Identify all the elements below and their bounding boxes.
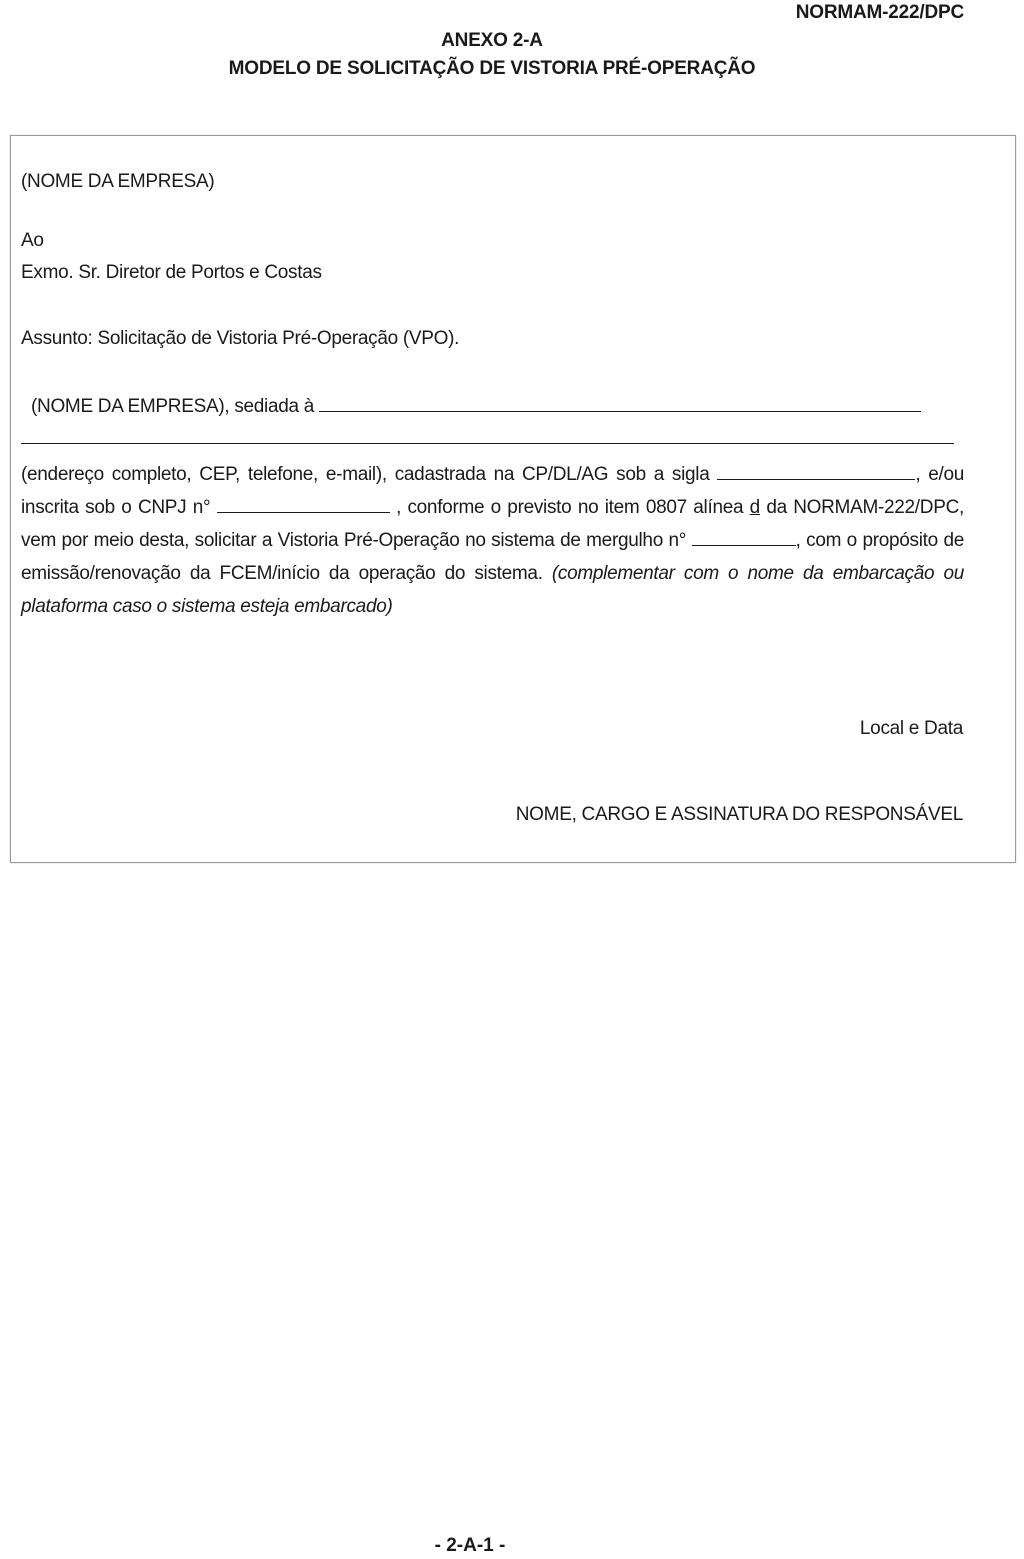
address-blank-1 xyxy=(319,394,921,412)
intro-text: (NOME DA EMPRESA), sediada à xyxy=(31,396,315,417)
sigla-blank xyxy=(717,462,915,480)
body-italic-note: (complementar com o nome da embarcação ou plataforma caso o sistema esteja embarcado) xyxy=(21,563,964,617)
address-blank-2-fill xyxy=(21,426,954,444)
body-text-3: , conforme o previsto no item 0807 alínea xyxy=(396,497,744,518)
address-blank-2 xyxy=(21,426,954,450)
annex-number: ANEXO 2-A xyxy=(441,30,543,51)
body-text-4: da NORMAM-222/DPC, vem por meio desta, solicitar a Vistoria Pré-Operação no sistema de mergulho n° xyxy=(21,497,964,551)
cnpj-blank xyxy=(217,495,390,513)
place-date: Local e Data xyxy=(859,718,963,739)
signature-line: NOME, CARGO E ASSINATURA DO RESPONSÁVEL xyxy=(515,804,963,825)
annex-title: MODELO DE SOLICITAÇÃO DE VISTORIA PRÉ-OPERAÇÃO xyxy=(228,58,756,79)
body-text-2: , e/ou inscrita sob o CNPJ n° xyxy=(21,464,964,518)
body-letter-d: d xyxy=(749,497,760,518)
system-number-blank xyxy=(692,528,796,546)
to-line: Ao xyxy=(21,230,44,251)
company-line: (NOME DA EMPRESA) xyxy=(21,171,215,192)
body-text-5: , com o propósito de emissão/renovação da FCEM/início da operação do sistema. xyxy=(21,530,964,584)
intro-line xyxy=(31,394,921,418)
body-paragraph xyxy=(21,458,964,623)
doc-code: NORMAM-222/DPC xyxy=(795,2,964,23)
addressee: Exmo. Sr. Diretor de Portos e Costas xyxy=(21,262,322,283)
page-number: - 2-A-1 - xyxy=(434,1535,506,1556)
body-text-1: (endereço completo, CEP, telefone, e-mail), cadastrada na CP/DL/AG sob a sigla xyxy=(21,464,710,485)
form-box xyxy=(10,135,1016,863)
subject-line: Assunto: Solicitação de Vistoria Pré-Operação (VPO). xyxy=(21,328,460,349)
